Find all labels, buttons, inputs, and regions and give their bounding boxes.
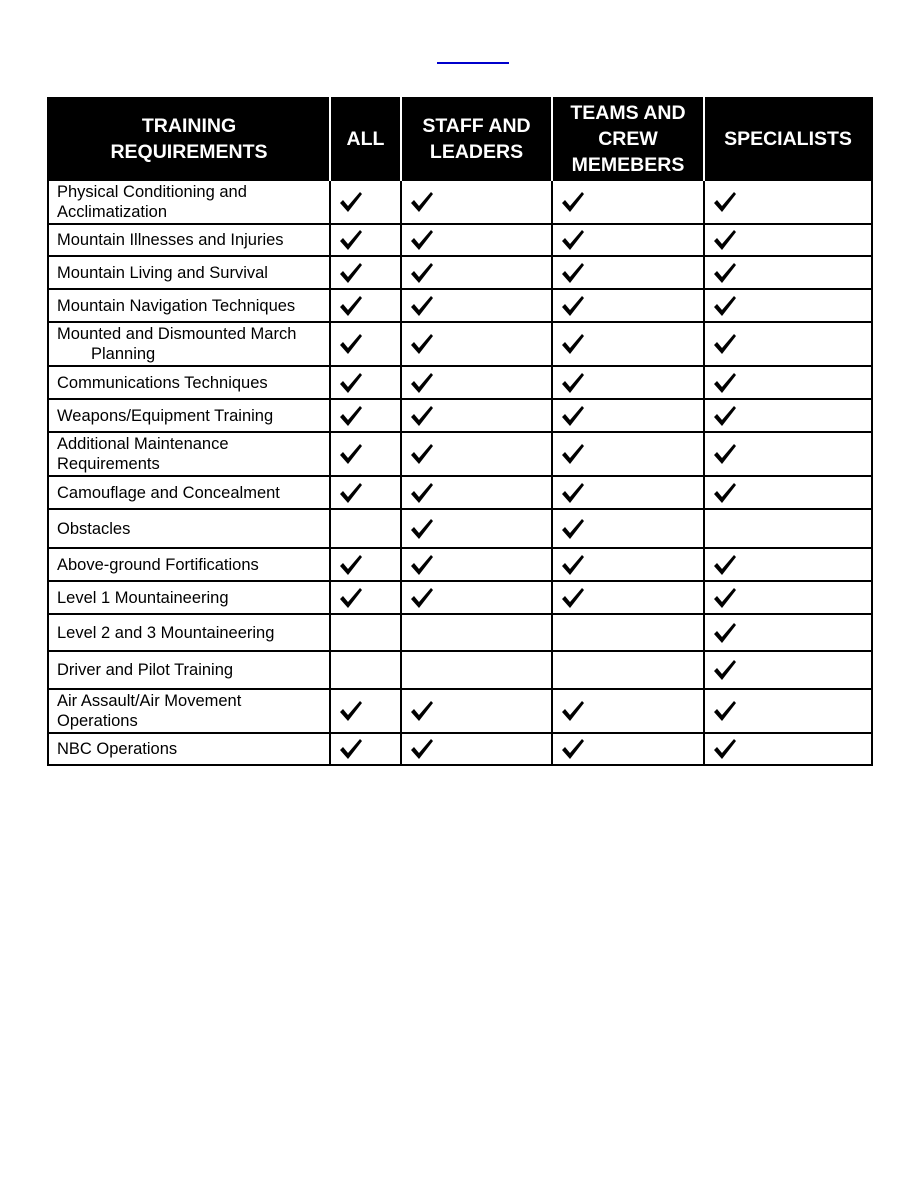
check-icon bbox=[713, 659, 737, 681]
check-cell-staff-and-leaders bbox=[401, 322, 552, 366]
header-row bbox=[48, 98, 872, 180]
check-cell-staff-and-leaders bbox=[401, 689, 552, 733]
check-cell-specialists bbox=[704, 689, 872, 733]
requirement-name bbox=[48, 289, 330, 322]
check-icon bbox=[410, 518, 434, 540]
check-cell-all bbox=[330, 614, 401, 651]
requirement-text: Above-ground Fortifications bbox=[57, 555, 259, 574]
table-row bbox=[48, 432, 872, 476]
check-cell-teams-and-crew bbox=[552, 256, 704, 289]
check-cell-teams-and-crew bbox=[552, 322, 704, 366]
check-icon bbox=[561, 229, 585, 251]
check-icon bbox=[410, 262, 434, 284]
requirement-name bbox=[48, 689, 330, 733]
check-cell-staff-and-leaders bbox=[401, 548, 552, 581]
table-row bbox=[48, 399, 872, 432]
check-icon bbox=[713, 333, 737, 355]
check-cell-teams-and-crew bbox=[552, 689, 704, 733]
check-icon bbox=[561, 191, 585, 213]
check-cell-teams-and-crew bbox=[552, 224, 704, 256]
check-icon bbox=[410, 405, 434, 427]
check-cell-teams-and-crew bbox=[552, 180, 704, 224]
requirement-text: Communications Techniques bbox=[57, 373, 268, 392]
check-icon bbox=[410, 229, 434, 251]
header-line: MEMEBERS bbox=[571, 154, 685, 176]
check-icon bbox=[713, 229, 737, 251]
check-cell-all bbox=[330, 224, 401, 256]
check-icon bbox=[561, 333, 585, 355]
check-cell-staff-and-leaders bbox=[401, 366, 552, 399]
check-cell-teams-and-crew bbox=[552, 399, 704, 432]
check-icon bbox=[561, 554, 585, 576]
requirement-text: Planning bbox=[91, 345, 156, 363]
check-cell-all bbox=[330, 689, 401, 733]
column-header-teams-and-crew-members bbox=[552, 98, 704, 180]
check-cell-specialists bbox=[704, 548, 872, 581]
requirement-name bbox=[48, 256, 330, 289]
table-body bbox=[48, 180, 872, 765]
check-cell-staff-and-leaders bbox=[401, 651, 552, 689]
check-cell-specialists bbox=[704, 432, 872, 476]
check-icon bbox=[339, 700, 363, 722]
check-cell-teams-and-crew bbox=[552, 476, 704, 509]
check-cell-all bbox=[330, 322, 401, 366]
requirement-text: Operations bbox=[57, 712, 138, 730]
check-icon bbox=[339, 229, 363, 251]
check-icon bbox=[339, 262, 363, 284]
table-row bbox=[48, 224, 872, 256]
check-icon bbox=[713, 443, 737, 465]
requirement-text: Physical Conditioning and bbox=[57, 183, 247, 201]
requirement-name bbox=[48, 180, 330, 224]
requirement-text: Air Assault/Air Movement bbox=[57, 692, 242, 710]
table-row bbox=[48, 322, 872, 366]
column-header-staff-and-leaders bbox=[401, 98, 552, 180]
requirement-text: Mounted and Dismounted March bbox=[57, 325, 297, 343]
check-icon bbox=[561, 738, 585, 760]
check-icon bbox=[339, 482, 363, 504]
header-line: STAFF AND bbox=[422, 115, 531, 137]
check-icon bbox=[561, 700, 585, 722]
requirement-text: Mountain Illnesses and Injuries bbox=[57, 231, 284, 249]
requirement-name bbox=[48, 548, 330, 581]
check-icon bbox=[339, 333, 363, 355]
check-icon bbox=[713, 738, 737, 760]
header-line: LEADERS bbox=[429, 141, 524, 163]
table-row bbox=[48, 180, 872, 224]
check-cell-all bbox=[330, 581, 401, 614]
header-line: REQUIREMENTS bbox=[110, 141, 268, 163]
check-icon bbox=[410, 295, 434, 317]
check-cell-all bbox=[330, 509, 401, 548]
check-cell-teams-and-crew bbox=[552, 581, 704, 614]
check-cell-teams-and-crew bbox=[552, 366, 704, 399]
table-row bbox=[48, 689, 872, 733]
check-cell-specialists bbox=[704, 399, 872, 432]
requirement-name bbox=[48, 366, 330, 399]
check-cell-staff-and-leaders bbox=[401, 581, 552, 614]
check-icon bbox=[713, 622, 737, 644]
check-icon bbox=[561, 262, 585, 284]
check-cell-staff-and-leaders bbox=[401, 509, 552, 548]
check-icon bbox=[339, 587, 363, 609]
check-cell-all bbox=[330, 476, 401, 509]
check-cell-staff-and-leaders bbox=[401, 614, 552, 651]
table-row bbox=[48, 476, 872, 509]
requirement-name bbox=[48, 476, 330, 509]
check-cell-specialists bbox=[704, 366, 872, 399]
check-icon bbox=[713, 700, 737, 722]
column-header-specialists bbox=[704, 98, 872, 180]
check-cell-teams-and-crew bbox=[552, 651, 704, 689]
check-cell-specialists bbox=[704, 476, 872, 509]
table-row bbox=[48, 509, 872, 548]
check-cell-all bbox=[330, 399, 401, 432]
table-row bbox=[48, 256, 872, 289]
check-icon bbox=[339, 443, 363, 465]
requirement-text: Camouflage and Concealment bbox=[57, 483, 280, 502]
requirement-text: Level 1 Mountaineering bbox=[57, 588, 229, 607]
requirement-name bbox=[48, 224, 330, 256]
check-cell-specialists bbox=[704, 289, 872, 322]
table-row bbox=[48, 733, 872, 765]
requirement-text: Driver and Pilot Training bbox=[57, 661, 234, 679]
requirement-text: Weapons/Equipment Training bbox=[57, 406, 274, 425]
check-icon bbox=[410, 700, 434, 722]
requirement-text: Mountain Living and Survival bbox=[57, 263, 268, 282]
check-icon bbox=[410, 587, 434, 609]
check-icon bbox=[410, 482, 434, 504]
check-cell-staff-and-leaders bbox=[401, 256, 552, 289]
check-cell-specialists bbox=[704, 322, 872, 366]
check-icon bbox=[561, 372, 585, 394]
check-cell-specialists bbox=[704, 614, 872, 651]
check-cell-all bbox=[330, 548, 401, 581]
requirement-name bbox=[48, 399, 330, 432]
column-header-training-requirements bbox=[48, 98, 330, 180]
table-row bbox=[48, 548, 872, 581]
check-icon bbox=[713, 372, 737, 394]
check-icon bbox=[713, 191, 737, 213]
column-header-all bbox=[330, 98, 401, 180]
header-line: ALL bbox=[346, 128, 385, 150]
check-icon bbox=[561, 518, 585, 540]
check-icon bbox=[410, 738, 434, 760]
check-cell-all bbox=[330, 256, 401, 289]
check-cell-teams-and-crew bbox=[552, 548, 704, 581]
check-cell-staff-and-leaders bbox=[401, 432, 552, 476]
check-icon bbox=[339, 372, 363, 394]
check-cell-specialists bbox=[704, 651, 872, 689]
check-cell-staff-and-leaders bbox=[401, 733, 552, 765]
check-cell-specialists bbox=[704, 256, 872, 289]
check-cell-all bbox=[330, 366, 401, 399]
check-cell-staff-and-leaders bbox=[401, 224, 552, 256]
check-cell-specialists bbox=[704, 509, 872, 548]
requirement-name bbox=[48, 733, 330, 765]
check-cell-all bbox=[330, 733, 401, 765]
check-icon bbox=[339, 191, 363, 213]
check-cell-teams-and-crew bbox=[552, 509, 704, 548]
check-cell-all bbox=[330, 289, 401, 322]
check-icon bbox=[561, 405, 585, 427]
table-row bbox=[48, 366, 872, 399]
check-cell-specialists bbox=[704, 180, 872, 224]
check-cell-teams-and-crew bbox=[552, 733, 704, 765]
check-cell-staff-and-leaders bbox=[401, 476, 552, 509]
check-cell-staff-and-leaders bbox=[401, 180, 552, 224]
check-icon bbox=[339, 738, 363, 760]
check-icon bbox=[339, 554, 363, 576]
check-icon bbox=[561, 587, 585, 609]
check-icon bbox=[339, 295, 363, 317]
requirement-text: Additional Maintenance bbox=[57, 435, 229, 453]
requirement-name bbox=[48, 509, 330, 548]
check-icon bbox=[561, 482, 585, 504]
header-line: TEAMS AND bbox=[570, 102, 686, 124]
header-line: TRAINING bbox=[141, 115, 237, 137]
requirement-name bbox=[48, 432, 330, 476]
check-icon bbox=[713, 262, 737, 284]
table-row bbox=[48, 581, 872, 614]
requirement-text: Mountain Navigation Techniques bbox=[57, 296, 296, 315]
requirement-name bbox=[48, 614, 330, 651]
header-line: SPECIALISTS bbox=[724, 128, 852, 150]
check-icon bbox=[410, 333, 434, 355]
check-cell-all bbox=[330, 651, 401, 689]
requirement-text: Level 2 and 3 Mountaineering bbox=[57, 623, 275, 642]
requirement-name bbox=[48, 651, 330, 689]
check-icon bbox=[713, 482, 737, 504]
requirement-text: Requirements bbox=[57, 455, 160, 473]
table-row bbox=[48, 614, 872, 651]
header-line: CREW bbox=[598, 128, 658, 150]
check-icon bbox=[561, 295, 585, 317]
check-icon bbox=[339, 405, 363, 427]
requirement-name bbox=[48, 581, 330, 614]
check-cell-specialists bbox=[704, 581, 872, 614]
check-cell-all bbox=[330, 432, 401, 476]
check-icon bbox=[410, 443, 434, 465]
check-icon bbox=[713, 587, 737, 609]
check-icon bbox=[713, 554, 737, 576]
check-cell-teams-and-crew bbox=[552, 614, 704, 651]
check-cell-specialists bbox=[704, 224, 872, 256]
check-cell-staff-and-leaders bbox=[401, 399, 552, 432]
check-cell-staff-and-leaders bbox=[401, 289, 552, 322]
check-icon bbox=[713, 295, 737, 317]
requirement-text: NBC Operations bbox=[57, 740, 178, 758]
check-icon bbox=[713, 405, 737, 427]
check-cell-teams-and-crew bbox=[552, 432, 704, 476]
table-row bbox=[48, 289, 872, 322]
requirement-text: Acclimatization bbox=[57, 203, 168, 221]
table-row bbox=[48, 651, 872, 689]
check-icon bbox=[410, 554, 434, 576]
check-icon bbox=[561, 443, 585, 465]
check-icon bbox=[410, 372, 434, 394]
check-cell-specialists bbox=[704, 733, 872, 765]
requirement-name bbox=[48, 322, 330, 366]
requirement-text: Obstacles bbox=[57, 519, 131, 538]
check-cell-all bbox=[330, 180, 401, 224]
top-link-underline[interactable] bbox=[437, 62, 509, 64]
check-icon bbox=[410, 191, 434, 213]
training-requirements-table bbox=[47, 97, 873, 766]
check-cell-teams-and-crew bbox=[552, 289, 704, 322]
